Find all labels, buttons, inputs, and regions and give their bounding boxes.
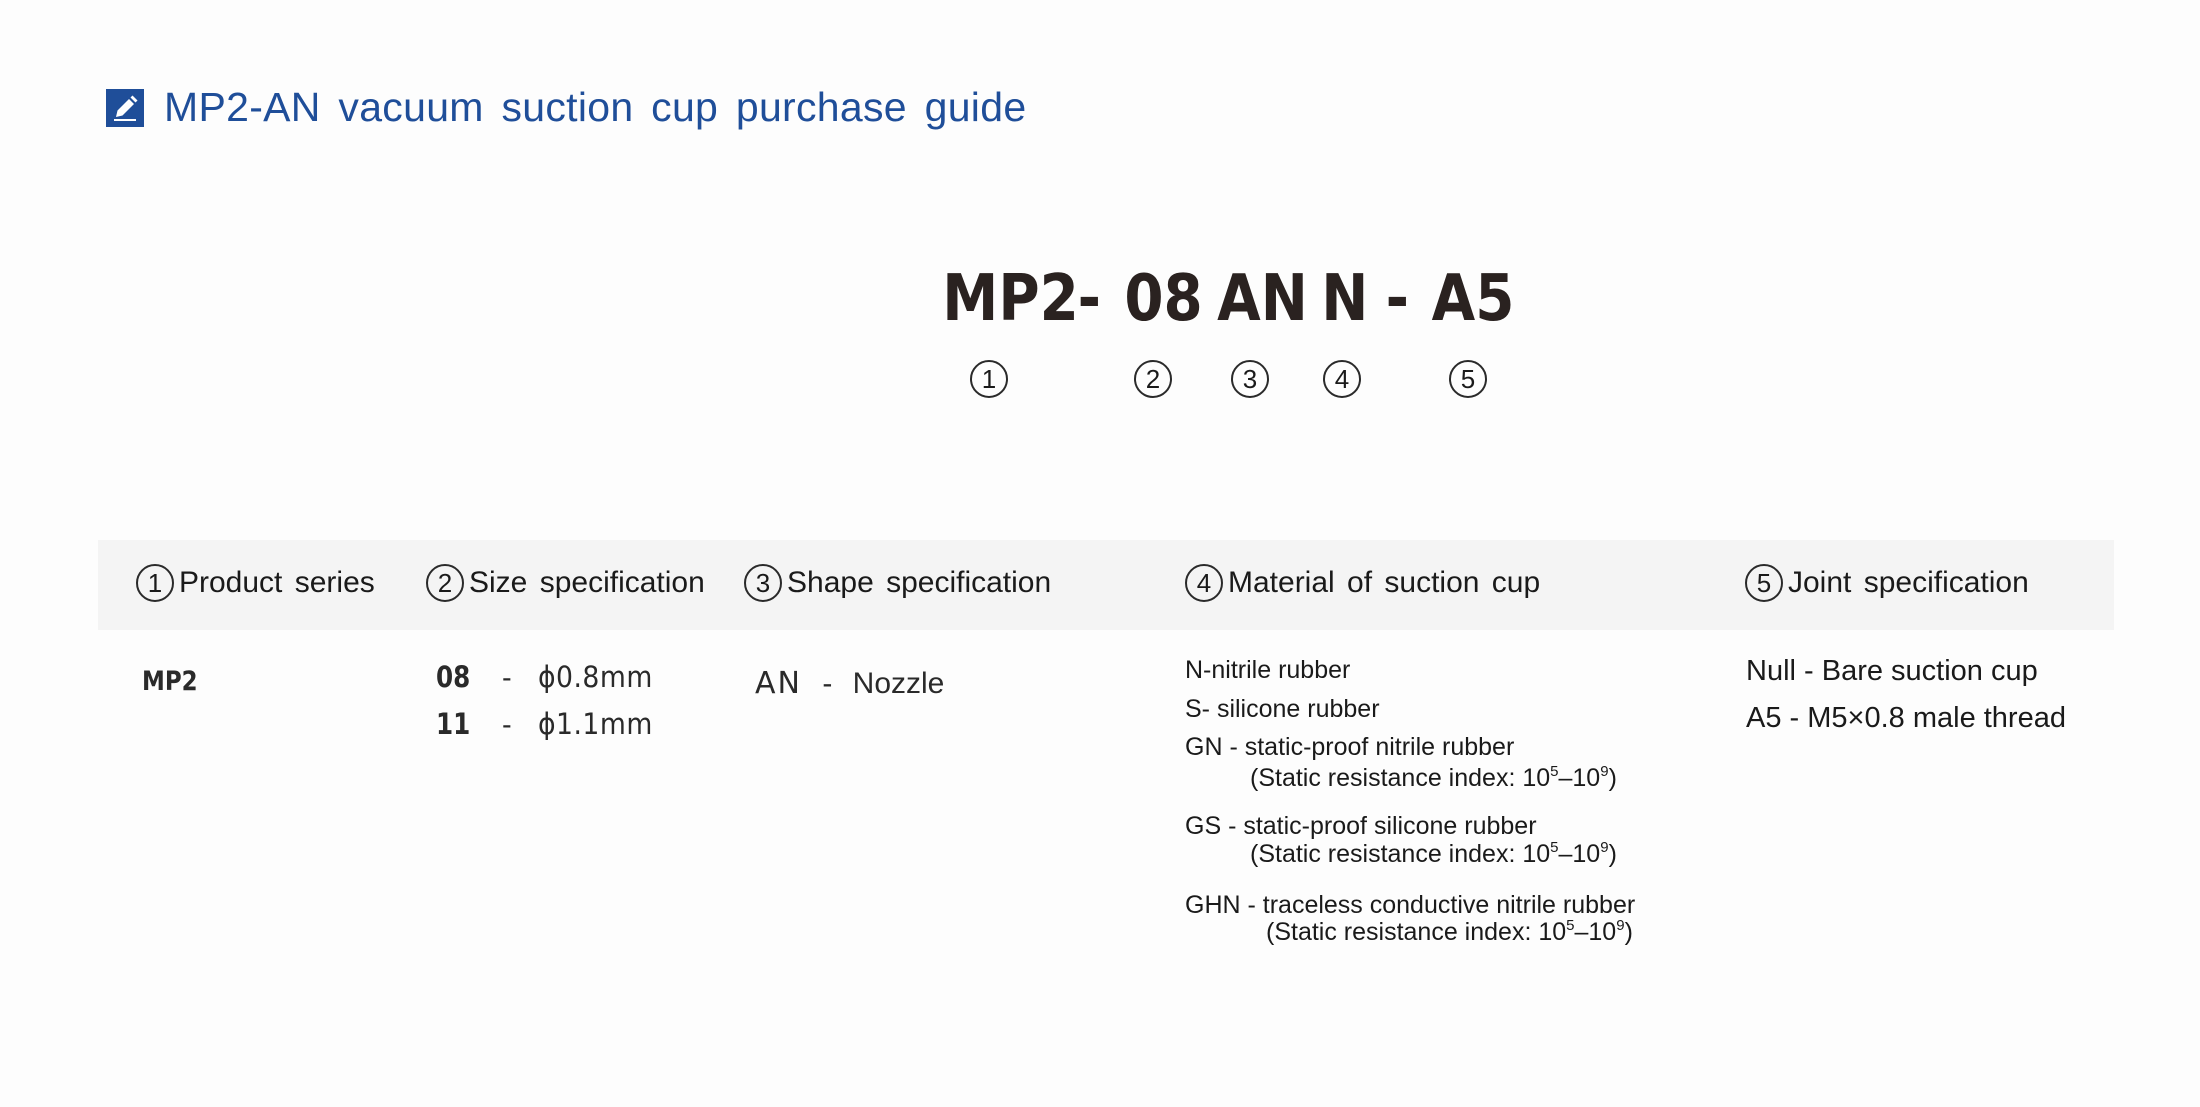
model-size: 08: [1124, 262, 1203, 336]
column-header-material: [1185, 564, 1540, 602]
material-item: S- silicone rubber: [1185, 695, 1380, 723]
size-code: 08: [436, 660, 471, 694]
column-number: 2: [426, 564, 464, 602]
column-label: Size specification: [469, 566, 705, 599]
size-row: [436, 660, 663, 695]
material-note: (Static resistance index: $10^5-10^9$): [1266, 917, 1633, 946]
material-item: N-nitrile rubber: [1185, 656, 1351, 684]
column-number: 5: [1745, 564, 1783, 602]
size-row: [436, 707, 663, 742]
marker-2: 2: [1134, 360, 1172, 398]
model-code: [0, 262, 2200, 342]
size-dash: -: [502, 662, 512, 694]
model-shape: AN: [1217, 262, 1308, 336]
column-header-joint: [1745, 564, 2029, 602]
size-code: 11: [436, 707, 471, 741]
material-note: (Static resistance index: $10^5-10^9$): [1250, 839, 1617, 868]
column-header-shape: [744, 564, 1051, 602]
joint-item: Null - Bare suction cup: [1746, 655, 2038, 687]
material-item: GHN - traceless conductive nitrile rubber: [1185, 891, 1636, 919]
marker-4: 4: [1323, 360, 1361, 398]
material-item: GS - static-proof silicone rubber: [1185, 812, 1537, 840]
marker-3: 3: [1231, 360, 1269, 398]
page-title: MP2-AN vacuum suction cup purchase guide: [164, 84, 1027, 130]
model-dash: -: [1385, 262, 1409, 336]
column-label: Material of suction cup: [1228, 566, 1541, 599]
model-material: N: [1321, 262, 1369, 336]
material-item: GN - static-proof nitrile rubber: [1185, 733, 1515, 761]
marker-5: 5: [1449, 360, 1487, 398]
shape-value: [755, 666, 944, 701]
product-series-value: MP2: [142, 666, 198, 697]
column-label: Shape specification: [787, 566, 1052, 599]
column-number: 1: [136, 564, 174, 602]
column-label: Joint specification: [1788, 566, 2029, 599]
shape-name: Nozzle: [852, 667, 945, 700]
column-header-size: [426, 564, 705, 602]
shape-code: AN: [755, 666, 802, 701]
edit-icon: [106, 89, 144, 127]
size-value: ϕ0.8mm: [538, 660, 653, 694]
shape-dash: -: [822, 667, 833, 700]
size-dash: -: [502, 709, 512, 741]
column-number: 4: [1185, 564, 1223, 602]
material-note: (Static resistance index: $10^5-10^9$): [1250, 763, 1617, 792]
model-joint: A5: [1431, 262, 1515, 336]
model-series: MP2: [942, 262, 1079, 336]
size-value: ϕ1.1mm: [538, 707, 653, 741]
column-label: Product series: [179, 566, 375, 599]
column-number: 3: [744, 564, 782, 602]
marker-1: 1: [970, 360, 1008, 398]
model-dash: -: [1077, 262, 1101, 336]
page-header: [106, 84, 1026, 131]
column-header-product-series: [136, 564, 375, 602]
joint-item: A5 - M5×0.8 male thread: [1746, 702, 2066, 734]
